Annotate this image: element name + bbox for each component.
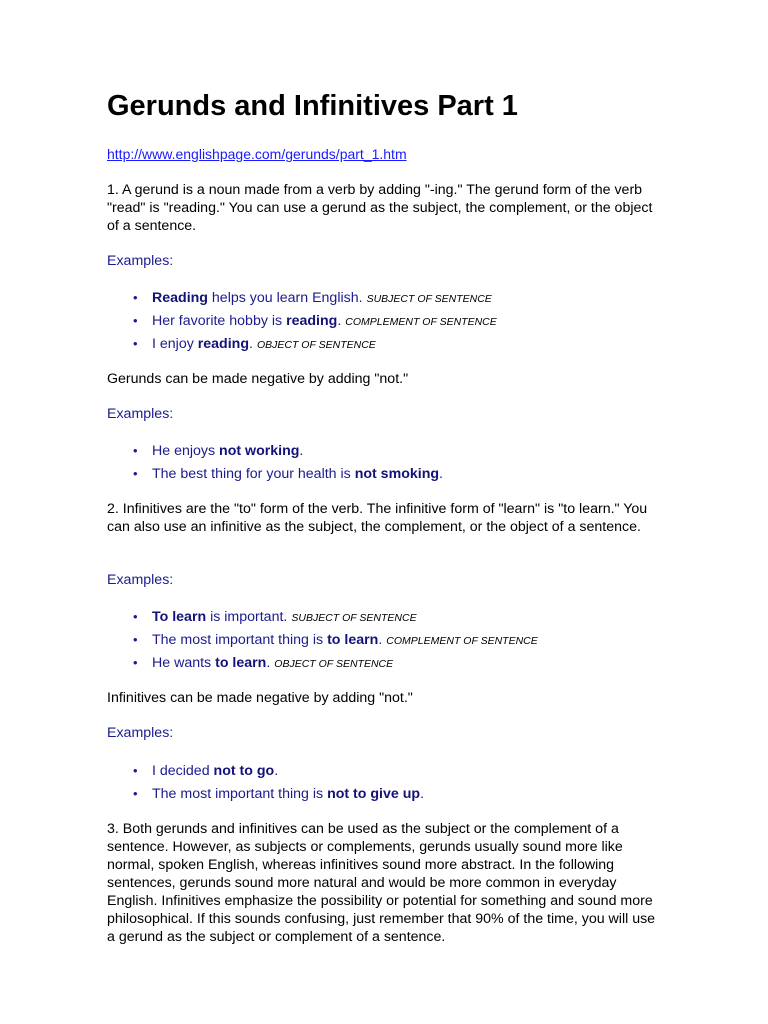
example-keyword: not working — [219, 443, 300, 459]
example-role-note: OBJECT OF SENTENCE — [274, 658, 394, 670]
bullet-icon: • — [133, 609, 138, 624]
example-text: I enjoy — [152, 336, 198, 352]
section1-examples-list — [107, 287, 497, 356]
example-item — [107, 783, 424, 806]
example-text: . — [439, 466, 443, 482]
page-title: Gerunds and Infinitives Part 1 — [107, 90, 518, 122]
example-text: The most important thing is — [152, 632, 328, 648]
bullet-icon: • — [133, 786, 138, 801]
bullet-icon: • — [133, 632, 138, 647]
example-text: The most important thing is — [152, 786, 328, 802]
example-role-note: COMPLEMENT OF SENTENCE — [386, 635, 538, 647]
example-item — [107, 606, 538, 629]
section2-negative-examples-list — [107, 760, 424, 806]
section2-negative-paragraph: Infinitives can be made negative by adding "not." — [107, 690, 413, 706]
example-item — [107, 310, 497, 333]
example-item — [107, 463, 443, 486]
bullet-icon: • — [133, 466, 138, 481]
example-text: . — [299, 443, 304, 459]
example-text: . — [274, 763, 279, 779]
bullet-icon: • — [133, 290, 138, 305]
example-text: . — [337, 313, 342, 329]
examples-label: Examples: — [107, 253, 174, 269]
example-role-note: SUBJECT OF SENTENCE — [366, 293, 492, 305]
example-text: . — [266, 655, 271, 671]
example-item — [107, 629, 538, 652]
example-keyword: Reading — [152, 290, 208, 306]
example-text: Her favorite hobby is — [152, 313, 287, 329]
example-item — [107, 333, 497, 356]
section1-negative-examples-list — [107, 440, 443, 486]
example-text: I decided — [152, 763, 214, 779]
example-item — [107, 760, 424, 783]
section2-examples-list — [107, 606, 538, 675]
examples-label: Examples: — [107, 406, 174, 422]
example-text: . — [378, 632, 383, 648]
bullet-icon: • — [133, 655, 138, 670]
bullet-icon: • — [133, 336, 138, 351]
example-keyword: not to give up — [327, 786, 421, 802]
example-text: The best thing for your health is — [152, 466, 355, 482]
bullet-icon: • — [133, 313, 138, 328]
example-keyword: to learn — [327, 632, 379, 648]
example-keyword: not to go — [213, 763, 275, 779]
examples-label: Examples: — [107, 725, 174, 741]
example-role-note: COMPLEMENT OF SENTENCE — [345, 316, 497, 328]
example-role-note: OBJECT OF SENTENCE — [256, 339, 376, 351]
example-text: He enjoys — [152, 443, 220, 459]
example-keyword: reading — [197, 336, 249, 352]
section1-paragraph: 1. A gerund is a noun made from a verb by adding "-ing." The gerund form of the verb "read" is "reading." You can use a gerund as the subject, the complement, or the object of a sentence. — [107, 182, 653, 234]
example-text: is important. — [206, 609, 288, 625]
example-keyword: reading — [286, 313, 338, 329]
example-text: . — [420, 786, 425, 802]
example-item — [107, 440, 443, 463]
example-keyword: to learn — [215, 655, 267, 671]
example-keyword: not smoking — [354, 466, 440, 482]
section3-paragraph: 3. Both gerunds and infinitives can be used as the subject or the complement of a sentence. However, as subjects or complements, gerunds usually sound more like normal, spoken English, whereas infinitives sound more abstract. In the following sentences, gerunds sound more natural and would be more common in everyday English. Infinitives emphasize the possibility or potential for something and sound more philosophical. If this sounds confusing, just remember that 90% of the time, you will use a gerund as the subject or complement of a sentence. — [107, 821, 656, 945]
section2-paragraph: 2. Infinitives are the "to" form of the verb. The infinitive form of "learn" is "to learn." You can also use an infinitive as the subject, the complement, or the object of a sentence. — [107, 501, 648, 535]
section1-negative-paragraph: Gerunds can be made negative by adding "not." — [107, 371, 409, 387]
example-keyword: To learn — [152, 609, 207, 625]
example-item — [107, 652, 538, 675]
bullet-icon: • — [133, 443, 138, 458]
example-text: . — [249, 336, 253, 352]
example-item — [107, 287, 497, 310]
example-text: helps you learn English. — [207, 290, 363, 306]
source-link[interactable]: http://www.englishpage.com/gerunds/part_1.htm — [107, 146, 407, 162]
example-text: He wants — [152, 655, 216, 671]
example-role-note: SUBJECT OF SENTENCE — [291, 612, 417, 624]
examples-label: Examples: — [107, 572, 174, 588]
bullet-icon: • — [133, 763, 138, 778]
